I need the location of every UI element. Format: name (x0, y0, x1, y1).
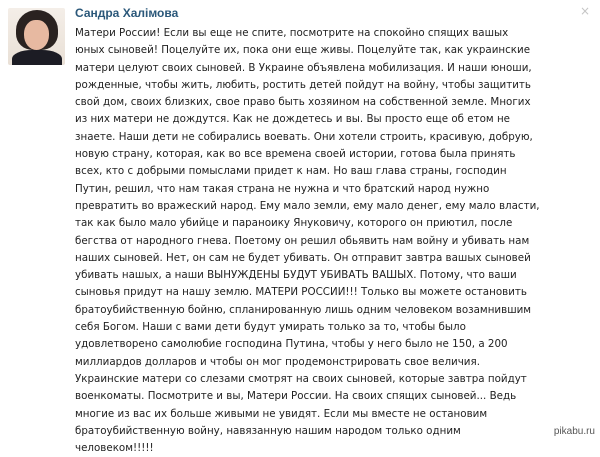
avatar-face (24, 20, 49, 50)
watermark: pikabu.ru (553, 426, 595, 437)
post-text-line: себя Богом. Наши с вами дети будут умирать только за то, чтобы было (75, 321, 466, 334)
author-name-link[interactable]: Сандра Халімова (75, 6, 179, 20)
post-text-line: миллиардов долларов и чтобы он мог продемонстрировать свое величия. (75, 355, 480, 368)
avatar[interactable] (8, 8, 65, 65)
post-text-line: бегства от народного гнева. Поетому он решил обьявить нам войну и убивать нам (75, 234, 530, 247)
post-text-line: удовлетворено самолюбие господина Путина, чтобы у него было не 150, а 200 (75, 338, 508, 351)
post-text-line: так как было мало убийце и параноику Януковичу, которого он приютил, после (75, 217, 513, 230)
post-text-line: сыновья придут на нашу землю. МАТЕРИ РОССИИ!!! Только вы можете остановить (75, 286, 527, 299)
post-text-line: военкоматы. Посмотрите и вы, Матери России. На своих спящих сыновей... Ведь (75, 390, 517, 403)
post-text (75, 25, 540, 457)
post-text-line: многие из вас их больше живыми не увидят. Если мы вместе не остановим (75, 407, 488, 420)
post-text-line: знаете. Наши дети не собирались воевать. Они хотели строить, красивую, добрую, (75, 130, 533, 143)
post-text-line: Путин, решил, что нам такая страна не нужна и что братский народ нужно (75, 182, 490, 195)
post-text-line: рожденные, чтобы жить, любить, ростить детей пойдут на войну, чтобы защитить (75, 78, 531, 91)
post-text-line: юных сыновей! Поцелуйте их, пока они еще живы. Поцелуйте так, как украинские (75, 44, 531, 57)
avatar-shirt (12, 50, 62, 65)
post-text-line: матери целуют своих сыновей. В Украине объявлена мобилизация. И наши юноши, (75, 61, 532, 74)
post-text-line: превратить во вражеский народ. Ему мало земли, ему мало денег, ему мало власти, (75, 199, 540, 212)
post-text-line: братоубийственную бойню, спланированную лишь одним человеком возамнившим (75, 303, 532, 316)
post-text-line: Украинские матери со слезами смотрят на своих сыновей, которые завтра пойдут (75, 372, 527, 385)
post-text-line: свой дом, своих близких, свое право быть хозяином на собственной земле. Многих (75, 96, 531, 109)
post-text-line: убивать нашых, а наши ВЫНУЖДЕНЫ БУДУТ УБИВАТЬ ВАШЫХ. Потому, что ваши (75, 269, 517, 282)
post-text-line: наших сыновей. Нет, он сам не будет убивать. Он отправит завтра вашых сыновей (75, 251, 531, 264)
post-text-line: всех, кто с добрыми помыслами придет к нам. Но ваш глава страны, господин (75, 165, 507, 178)
post-text-line: Матери России! Если вы еще не спите, посмотрите на спокойно спящих вашых (75, 27, 509, 39)
post-text-line: из них матери не дождутся. Как не дождетесь и вы. Вы просто еще об етом не (75, 113, 511, 126)
close-icon[interactable]: × (579, 4, 590, 18)
post-text-line: братоубийственную войну, навязанную нашим народом только одним (75, 424, 461, 437)
post-text-line: человеком!!!!! (75, 442, 154, 455)
post-text-line: новую страну, которая, как во все времена своей истории, готова была принять (75, 148, 516, 161)
